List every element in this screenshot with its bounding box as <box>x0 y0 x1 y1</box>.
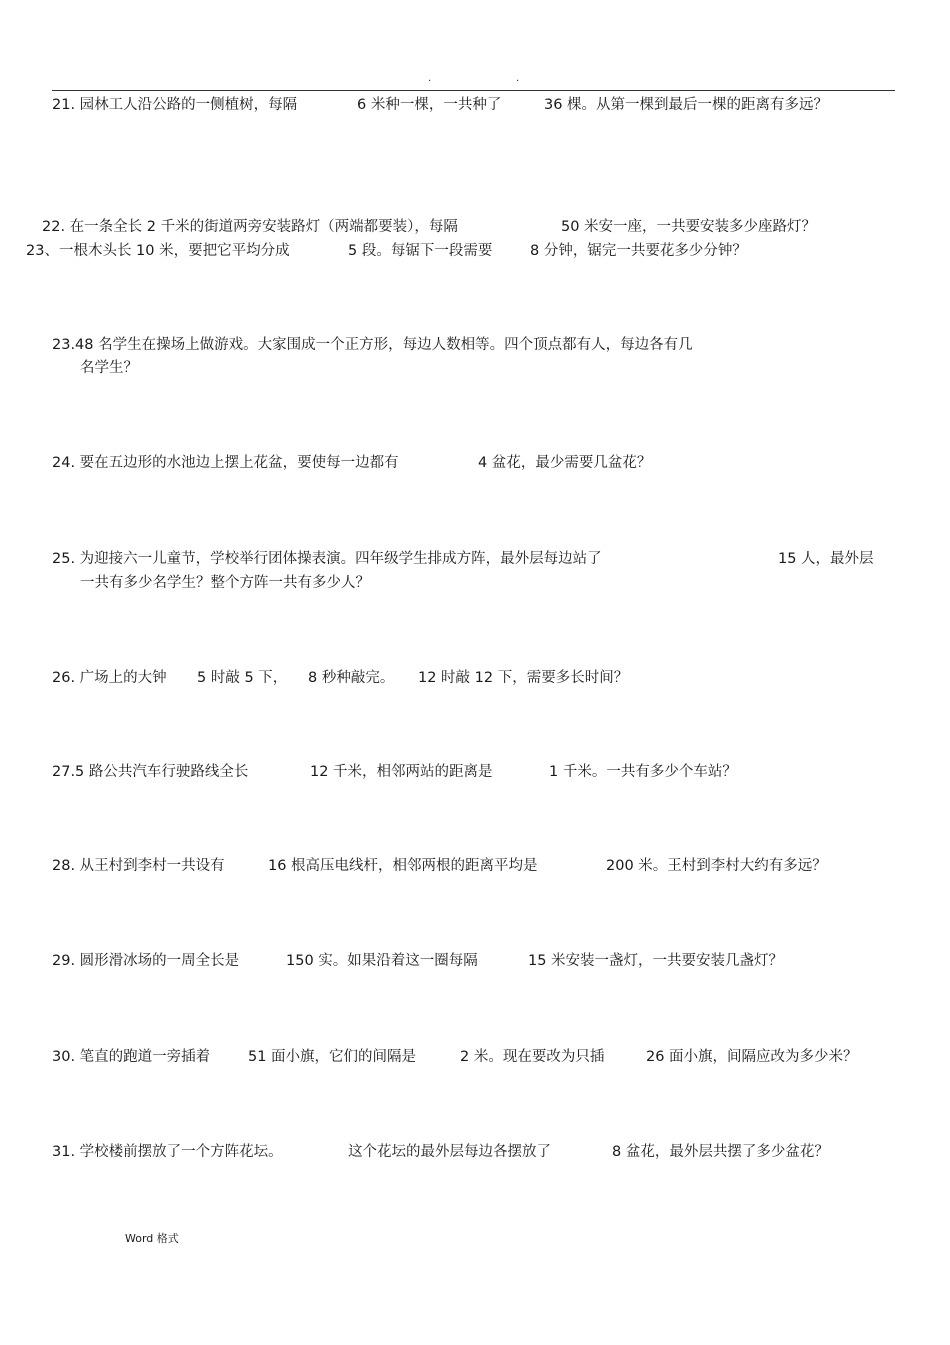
question-text: 8 分钟，锯完一共要花多少分钟？ <box>530 243 747 259</box>
question-text: 25. 为迎接六一儿童节，学校举行团体操表演。四年级学生排成方阵，最外层每边站了 <box>52 551 602 567</box>
question-text: 24. 要在五边形的水池边上摆上花盆，要使每一边都有 <box>52 455 399 471</box>
question-text: 28. 从王村到李村一共设有 <box>52 858 225 874</box>
question-text: 36 棵。从第一棵到最后一棵的距离有多远？ <box>544 97 829 113</box>
question-text: 21. 园林工人沿公路的一侧植树，每隔 <box>52 97 298 113</box>
question-text: 26 面小旗，间隔应改为多少米？ <box>646 1049 858 1065</box>
header-dot: . <box>428 73 432 84</box>
question-text: 200 米。王村到李村大约有多远？ <box>606 858 827 874</box>
question-text: 4 盆花，最少需要几盆花？ <box>478 455 652 471</box>
question-text: 50 米安一座，一共要安装多少座路灯？ <box>561 219 817 235</box>
question-text: 这个花坛的最外层每边各摆放了 <box>348 1144 551 1160</box>
question-text: 29. 圆形滑冰场的一周全长是 <box>52 953 240 969</box>
question-text: 名学生？ <box>80 360 138 376</box>
question-text: 15 米安装一盏灯，一共要安装几盏灯？ <box>528 953 784 969</box>
question-text: 16 根高压电线杆，相邻两根的距离平均是 <box>268 858 538 874</box>
question-text: 15 人，最外层 <box>778 551 874 567</box>
footer-label: Word 格式 <box>125 1232 179 1245</box>
question-text: 12 时敲 12 下，需要多长时间？ <box>418 670 629 686</box>
question-text: 27.5 路公共汽车行驶路线全长 <box>52 764 249 780</box>
question-text: 6 米种一棵，一共种了 <box>357 97 502 113</box>
header-dot: . <box>516 73 520 84</box>
question-text: 26. 广场上的大钟 <box>52 670 167 686</box>
header-rule <box>52 90 895 91</box>
question-text: 1 千米。一共有多少个车站？ <box>549 764 737 780</box>
question-text: 23、一根木头长 10 米，要把它平均分成 <box>26 243 290 259</box>
question-text: 12 千米，相邻两站的距离是 <box>310 764 493 780</box>
question-text: 150 实。如果沿着这一圈每隔 <box>286 953 478 969</box>
question-text: 5 段。每锯下一段需要 <box>348 243 493 259</box>
question-text: 8 秒种敲完。 <box>308 670 395 686</box>
question-text: 30. 笔直的跑道一旁插着 <box>52 1049 211 1065</box>
question-text: 51 面小旗，它们的间隔是 <box>248 1049 417 1065</box>
question-text: 8 盆花，最外层共摆了多少盆花？ <box>612 1144 829 1160</box>
question-text: 2 米。现在要改为只插 <box>460 1049 605 1065</box>
question-text: 23.48 名学生在操场上做游戏。大家围成一个正方形，每边人数相等。四个顶点都有人，每边各有几 <box>52 337 693 353</box>
question-text: 22. 在一条全长 2 千米的街道两旁安装路灯（两端都要装），每隔 <box>42 219 458 235</box>
question-text: 一共有多少名学生？整个方阵一共有多少人？ <box>80 575 370 591</box>
question-text: 31. 学校楼前摆放了一个方阵花坛。 <box>52 1144 283 1160</box>
question-text: 5 时敲 5 下， <box>197 670 288 686</box>
